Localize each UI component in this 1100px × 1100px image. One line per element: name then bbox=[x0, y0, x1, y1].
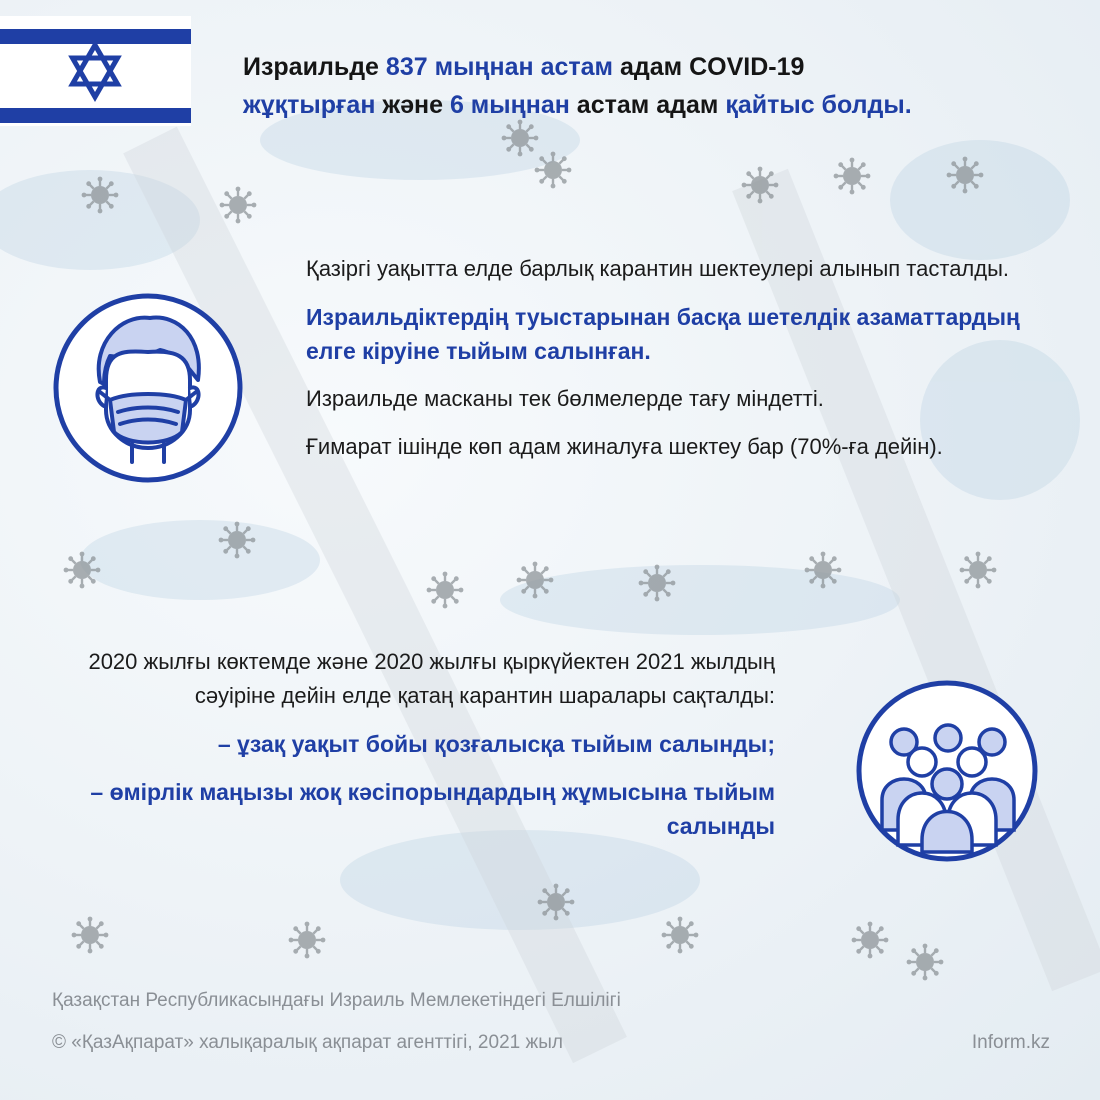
headline-part: Израильде bbox=[243, 53, 386, 81]
headline-highlight: жұқтырған bbox=[243, 91, 376, 119]
israel-flag bbox=[0, 16, 191, 126]
mask-person-icon bbox=[52, 292, 244, 484]
headline-part: және bbox=[375, 91, 450, 119]
business-ban-text: – өмірлік маңызы жоқ кәсіпорындардың жұмысына тыйым салынды bbox=[90, 779, 775, 839]
copyright-text: © «ҚазАқпарат» халықаралық ақпарат агенттігі, 2021 жыл bbox=[52, 1032, 563, 1053]
headline-highlight: қайтыс болды. bbox=[725, 91, 912, 119]
flag-stripe-bottom bbox=[0, 108, 191, 123]
crowd-icon bbox=[856, 680, 1038, 862]
restrictions-lifted-text: Қазіргі уақытта елде барлық карантин шектеулері алынып тасталды. bbox=[306, 256, 1010, 281]
past-quarantine-section bbox=[40, 645, 775, 857]
headline-highlight: 6 мыңнан bbox=[449, 91, 570, 119]
headline bbox=[243, 48, 1063, 124]
strict-quarantine-text: 2020 жылғы көктемде және 2020 жылғы қыркүйектен 2021 жылдың сәуіріне дейін елде қатаң карантин шаралары сақталды: bbox=[88, 649, 775, 708]
mask-rule-text: Израильде масканы тек бөлмелерде тағу міндетті. bbox=[306, 386, 824, 411]
current-rules-section bbox=[306, 252, 1056, 478]
entry-ban-text: Израильдіктердің туыстарынан басқа шетелдік азаматтардың елге кіруіне тыйым салынған. bbox=[306, 304, 1020, 364]
star-of-david-icon bbox=[65, 40, 125, 102]
headline-part: адам COVID-19 bbox=[613, 53, 805, 81]
source-credit: Қазақстан Республикасындағы Израиль Мемлекетіндегі Елшілігі bbox=[52, 990, 621, 1011]
gathering-limit-text: Ғимарат ішінде көп адам жиналуға шектеу бар (70%-ға дейін). bbox=[306, 434, 943, 459]
headline-highlight: 837 мыңнан астам bbox=[385, 53, 614, 81]
headline-part: астам адам bbox=[569, 91, 726, 119]
movement-ban-text: – ұзақ уақыт бойы қозғалысқа тыйым салынды; bbox=[217, 731, 775, 757]
brand-label: Inform.kz bbox=[971, 1032, 1050, 1053]
